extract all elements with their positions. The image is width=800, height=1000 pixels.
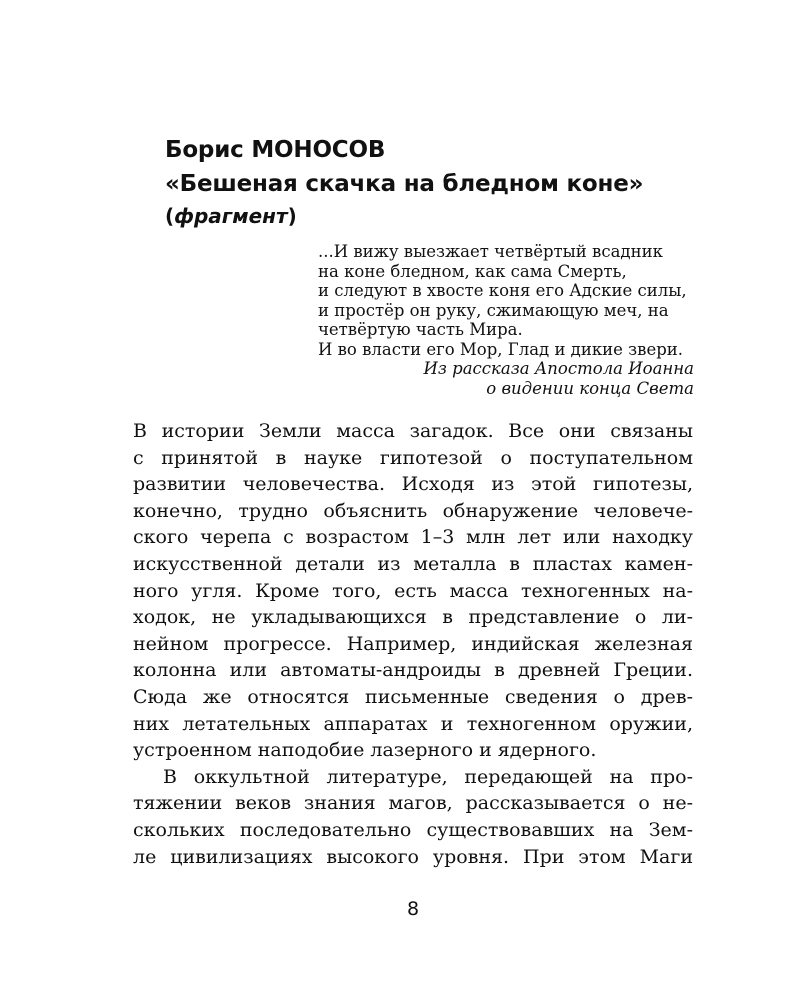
work-title: «Бешеная скачка на бледном коне» <box>165 171 644 197</box>
body-text <box>133 418 693 870</box>
body-line: устроенном наподобие лазерного и ядерного. <box>133 739 597 762</box>
chapter-heading <box>165 133 643 231</box>
epigraph-line: и следуют в хвосте коня его Адские силы, <box>318 281 687 300</box>
epigraph-source-line: Из рассказа Апостола Иоанна <box>423 359 694 378</box>
body-line: ного угля. Кроме того, есть масса техногенных на- <box>133 579 693 602</box>
body-line: В оккультной литературе, передающей на про- <box>163 765 693 788</box>
subtitle-fragment-word: фрагмент <box>174 204 288 228</box>
body-line: с принятой в науке гипотезой о поступательном <box>133 446 693 469</box>
body-line: скольких последовательно существовавших на Зем- <box>133 818 693 841</box>
body-line: них летательных аппаратах и техногенном оружии, <box>133 712 693 735</box>
epigraph-line: четвёртую часть Мира. <box>318 320 523 339</box>
epigraph-source <box>318 359 694 399</box>
body-line: тяжении веков знания магов, рассказывается о не- <box>133 792 693 815</box>
subtitle-close-paren: ) <box>287 204 297 228</box>
body-line: Сюда же относятся письменные сведения о древ- <box>133 685 693 708</box>
epigraph-line: ...И вижу выезжает четвёртый всадник <box>318 242 663 261</box>
body-line: ского черепа с возрастом 1–3 млн лет или находку <box>133 526 693 549</box>
body-line: ле цивилизациях высокого уровня. При этом Маги <box>133 845 693 868</box>
epigraph-line: и простёр он руку, сжимающую меч, на <box>318 300 669 320</box>
body-line: искусственной детали из металла в пластах камен- <box>133 552 693 575</box>
epigraph-source-line: о видении конца Света <box>486 379 694 398</box>
body-line: нейном прогрессе. Например, индийская железная <box>133 632 693 655</box>
page-number: 8 <box>406 898 420 920</box>
work-subtitle <box>165 201 643 231</box>
epigraph-line: на коне бледном, как сама Смерть, <box>318 261 627 281</box>
body-line: В истории Земли масса загадок. Все они связаны <box>133 420 693 442</box>
body-line: развитии человечества. Исходя из этой гипотезы, <box>133 473 693 496</box>
body-line: конечно, трудно объяснить обнаружение человече- <box>133 499 693 522</box>
body-line: ходок, не укладывающихся в представление о ли- <box>133 606 693 629</box>
subtitle-open-paren: ( <box>165 204 175 228</box>
body-line: колонна или автоматы-андроиды в древней Греции. <box>133 659 693 682</box>
epigraph-line: И во власти его Мор, Глад и дикие звери. <box>318 339 684 359</box>
epigraph <box>318 242 698 359</box>
author-name: Борис МОНОСОВ <box>165 137 386 163</box>
